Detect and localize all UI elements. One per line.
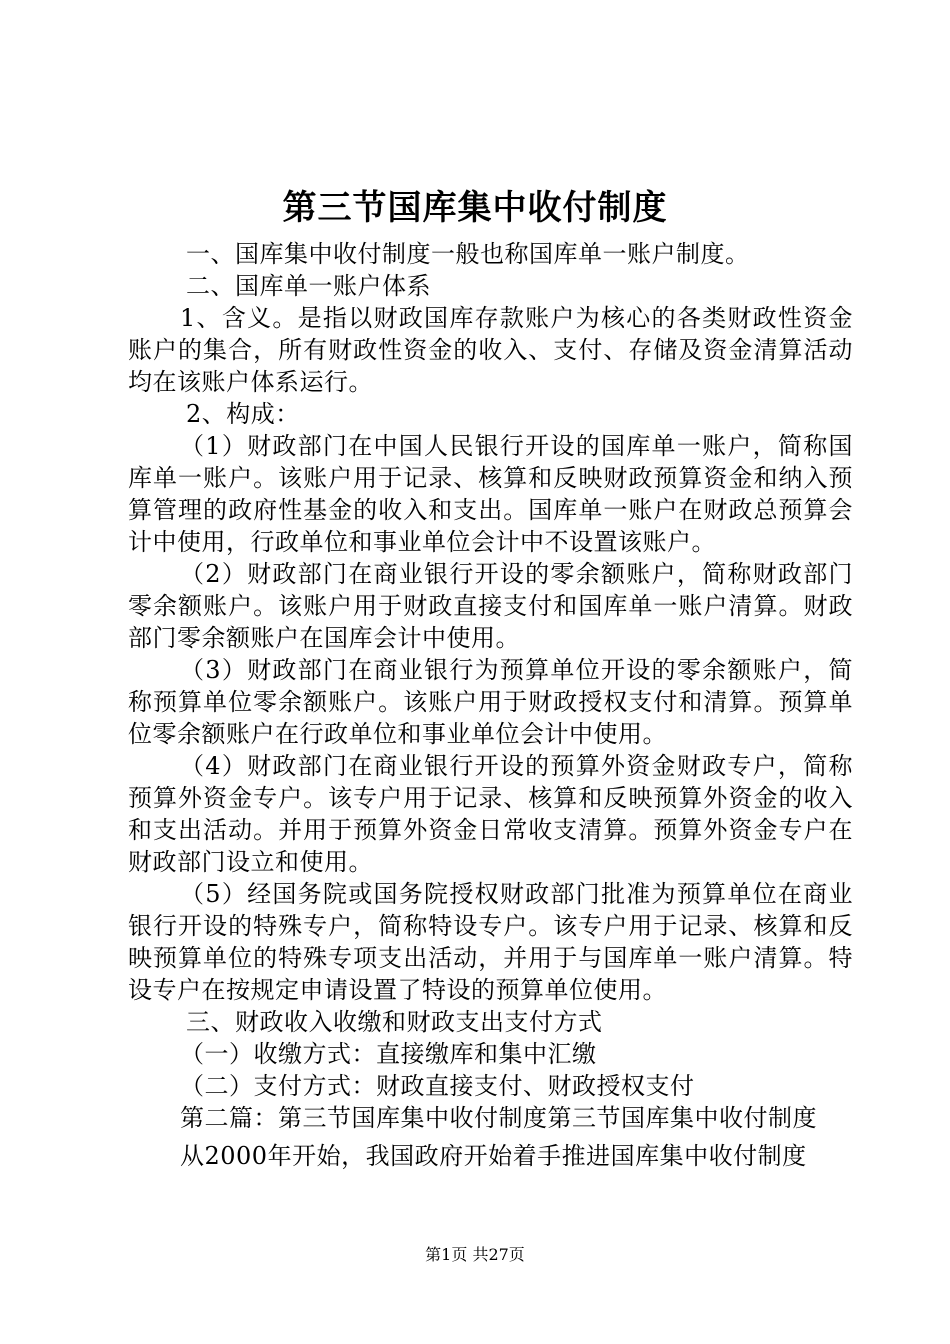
paragraph-10: 三、财政收入收缴和财政支出支付方式	[186, 1008, 603, 1036]
paragraph-5: （1）财政部门在中国人民银行开设的国库单一账户，简称国库单一账户。该账户用于记录、核算和反映财政预算资金和纳入预算管理的政府性基金的收入和支出。国库单一账户在财政总预算会计中使用，行政单位和事业单位会计中不设置该账户。	[128, 432, 853, 556]
paragraph-6: （2）财政部门在商业银行开设的零余额账户，简称财政部门零余额账户。该账户用于财政直接支付和国库单一账户清算。财政部门零余额账户在国库会计中使用。	[128, 560, 853, 652]
paragraph-2: 二、国库单一账户体系	[186, 272, 431, 300]
paragraph-11: （一）收缴方式：直接缴库和集中汇缴	[180, 1040, 597, 1068]
document-body	[128, 238, 853, 1172]
paragraph-4: 2、构成：	[186, 400, 300, 428]
paragraph-1: 一、国库集中收付制度一般也称国库单一账户制度。	[186, 240, 750, 268]
paragraph-14: 从2000年开始，我国政府开始着手推进国库集中收付制度	[180, 1142, 807, 1170]
paragraph-12: （二）支付方式：财政直接支付、财政授权支付	[180, 1072, 695, 1100]
paragraph-3: 1、含义。是指以财政国库存款账户为核心的各类财政性资金账户的集合，所有财政性资金的收入、支付、存储及资金清算活动均在该账户体系运行。	[128, 304, 853, 396]
page-title: 第三节国库集中收付制度	[282, 188, 668, 228]
paragraph-9: （5）经国务院或国务院授权财政部门批准为预算单位在商业银行开设的特殊专户，简称特设专户。该专户用于记录、核算和反映预算单位的特殊专项支出活动，并用于与国库单一账户清算。特设专户在按规定申请设置了特设的预算单位使用。	[128, 880, 853, 1004]
paragraph-13: 第二篇：第三节国库集中收付制度第三节国库集中收付制度	[180, 1104, 817, 1132]
page-footer: 第1页 共27页	[425, 1245, 525, 1264]
paragraph-8: （4）财政部门在商业银行开设的预算外资金财政专户，简称预算外资金专户。该专户用于记录、核算和反映预算外资金的收入和支出活动。并用于预算外资金日常收支清算。预算外资金专户在财政部门设立和使用。	[128, 752, 853, 876]
paragraph-7: （3）财政部门在商业银行为预算单位开设的零余额账户，简称预算单位零余额账户。该账户用于财政授权支付和清算。预算单位零余额账户在行政单位和事业单位会计中使用。	[128, 656, 853, 748]
